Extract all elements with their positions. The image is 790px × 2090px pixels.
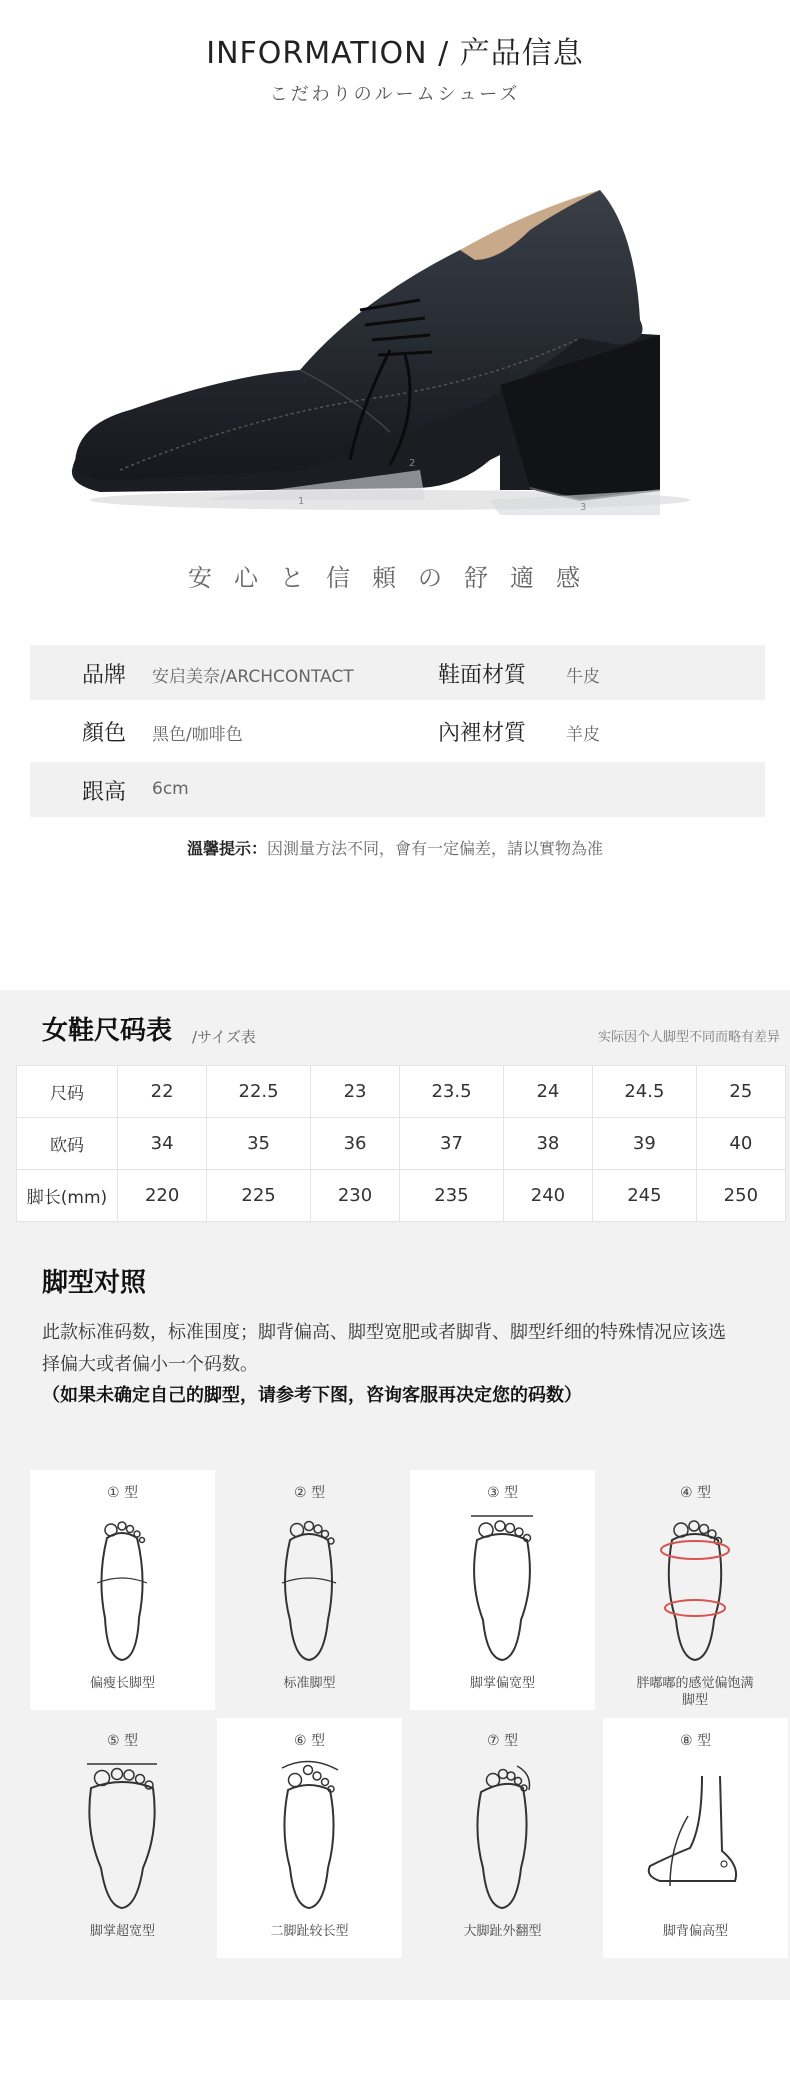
upper-label: 鞋面材質 (438, 663, 527, 688)
foot-type-caption: 标准脚型 (283, 1676, 336, 1691)
foot-type-card-4 (603, 1470, 788, 1710)
brand-value: 安启美奈/ARCHCONTACT (152, 667, 354, 687)
table-cell: 225 (207, 1170, 311, 1222)
foot-outline-icon (264, 1756, 354, 1916)
heel-label: 跟高 (82, 780, 127, 805)
info-row-color (30, 703, 765, 758)
foot-outline-icon (77, 1508, 167, 1668)
color-label: 顏色 (82, 721, 127, 746)
table-cell: 235 (400, 1170, 504, 1222)
foot-side-icon (640, 1756, 750, 1916)
foot-type-card-6 (217, 1718, 402, 1958)
table-cell: 220 (118, 1170, 207, 1222)
table-row (17, 1170, 786, 1222)
foot-type-label: ⑤ 型 (106, 1733, 138, 1749)
table-cell: 22.5 (207, 1066, 311, 1118)
table-cell: 34 (118, 1118, 207, 1170)
table-row (17, 1118, 786, 1170)
table-cell: 22 (118, 1066, 207, 1118)
foot-type-title: 脚型对照 (42, 1268, 147, 1298)
table-cell: 37 (400, 1118, 504, 1170)
foot-type-label: ③ 型 (486, 1485, 518, 1501)
foot-type-label: ① 型 (106, 1485, 138, 1501)
table-row (17, 1066, 786, 1118)
table-cell: 39 (593, 1118, 697, 1170)
marker-3: 3 (580, 502, 587, 513)
foot-type-description: 此款标准码数，标准围度；脚背偏高、脚型宽肥或者脚背、脚型纤细的特殊情况应该选择偏大或者偏小一个码数。 (42, 1322, 726, 1375)
table-cell: 245 (593, 1170, 697, 1222)
marker-1: 1 (298, 496, 305, 507)
foot-type-card-8 (603, 1718, 788, 1958)
foot-type-label: ④ 型 (679, 1485, 711, 1501)
shoe-image (60, 170, 700, 520)
table-cell: 24.5 (593, 1066, 697, 1118)
size-chart-subtitle: /サイズ表 (192, 1028, 256, 1046)
slogan: 安心と信頼の舒適感 (188, 564, 602, 592)
page-title: INFORMATION / 产品信息 (206, 36, 584, 71)
table-cell: 23.5 (400, 1066, 504, 1118)
measurement-note (0, 836, 790, 859)
foot-type-caption: 脚掌偏宽型 (469, 1676, 535, 1691)
table-cell: 240 (503, 1170, 592, 1222)
foot-type-label: ⑥ 型 (293, 1733, 325, 1749)
table-cell: 欧码 (17, 1118, 118, 1170)
table-cell: 38 (503, 1118, 592, 1170)
foot-type-advice: （如果未确定自己的脚型，请参考下图，咨询客服再决定您的码数） (42, 1385, 582, 1406)
foot-type-card-2 (217, 1470, 402, 1710)
size-chart-title: 女鞋尺码表 (42, 1016, 173, 1046)
foot-outline-icon (77, 1756, 167, 1916)
table-cell: 250 (696, 1170, 785, 1222)
foot-type-card-7 (410, 1718, 595, 1958)
color-value: 黑色/咖啡色 (152, 725, 243, 745)
size-chart-note: 实际因个人脚型不同而略有差异 (597, 1030, 780, 1045)
foot-outline-icon (650, 1508, 740, 1668)
table-cell: 尺码 (17, 1066, 118, 1118)
lining-label: 內裡材質 (438, 721, 527, 746)
foot-outline-icon (457, 1756, 547, 1916)
info-row-brand (30, 645, 765, 700)
foot-type-card-3 (410, 1470, 595, 1710)
note-label: 溫馨提示： (186, 839, 267, 858)
foot-type-caption: 大脚趾外翻型 (463, 1924, 542, 1939)
foot-type-caption: 脚背偏高型 (662, 1924, 728, 1939)
info-row-heel (30, 762, 765, 817)
foot-type-caption: 胖嘟嘟的感觉偏饱满脚型 (636, 1676, 754, 1708)
foot-outline-icon (264, 1508, 354, 1668)
foot-type-label: ⑦ 型 (486, 1733, 518, 1749)
table-cell: 24 (503, 1066, 592, 1118)
brand-label: 品牌 (82, 663, 127, 688)
foot-type-caption: 偏瘦长脚型 (89, 1676, 155, 1691)
foot-outline-icon (457, 1508, 547, 1668)
foot-type-card-5 (30, 1718, 215, 1958)
lining-value: 羊皮 (566, 725, 600, 745)
table-cell: 脚长(mm) (17, 1170, 118, 1222)
note-text: 因測量方法不同，會有一定偏差，請以實物為准 (267, 839, 604, 858)
marker-2: 2 (409, 458, 416, 469)
upper-value: 牛皮 (566, 667, 600, 687)
foot-type-label: ② 型 (293, 1485, 325, 1501)
table-cell: 35 (207, 1118, 311, 1170)
table-cell: 25 (696, 1066, 785, 1118)
size-table (16, 1065, 786, 1222)
table-cell: 36 (310, 1118, 399, 1170)
page-subtitle: こだわりのルームシューズ (269, 84, 521, 105)
table-cell: 23 (310, 1066, 399, 1118)
foot-type-label: ⑧ 型 (679, 1733, 711, 1749)
table-cell: 40 (696, 1118, 785, 1170)
foot-type-caption: 二脚趾较长型 (270, 1924, 349, 1939)
table-cell: 230 (310, 1170, 399, 1222)
foot-type-caption: 脚掌超宽型 (89, 1924, 155, 1939)
heel-value: 6cm (152, 779, 189, 799)
foot-type-card-1 (30, 1470, 215, 1710)
